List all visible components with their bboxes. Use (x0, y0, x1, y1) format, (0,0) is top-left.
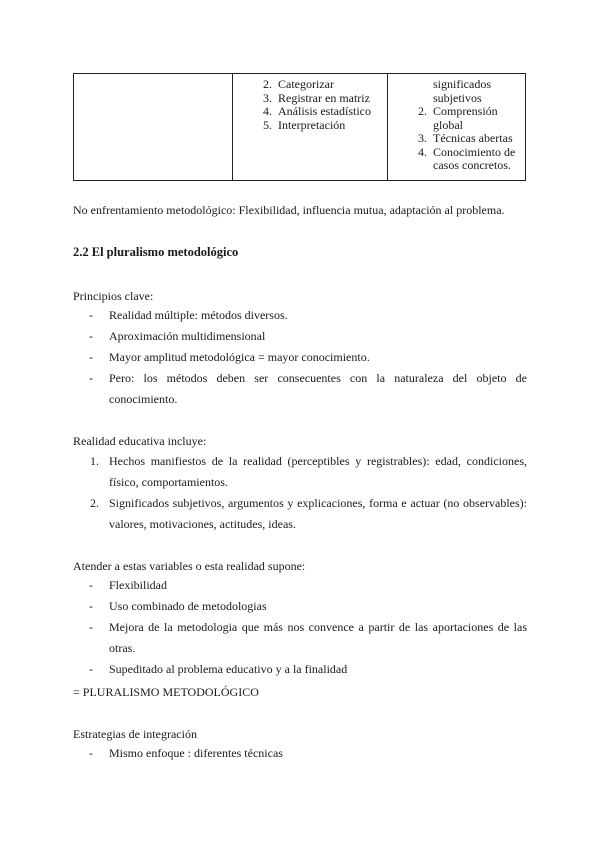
strategies-list (73, 743, 527, 764)
list-item: 3. Técnicas abertas (418, 131, 513, 145)
list-item: - Realidad múltiple: métodos diversos. (73, 305, 527, 326)
list-item: - Mejora de la metodologia que más nos convence a partir de las aportaciones de las otras. (73, 617, 527, 659)
list-item: - Pero: los métodos deben ser consecuentes con la naturaleza del objeto de conocimiento. (73, 368, 527, 410)
list-item: 1. Hechos manifiestos de la realidad (perceptibles y registrables): edad, condiciones, físico, comportamientos. (90, 454, 527, 489)
list-item: - Aproximación multidimensional (73, 326, 527, 347)
reality-list (73, 451, 527, 535)
dash-bullet: - (89, 662, 93, 676)
strategies-label: Estrategias de integración (73, 727, 197, 741)
list-item: - Uso combinado de metodologias (73, 596, 527, 617)
list-item: - Mismo enfoque : diferentes técnicas (73, 743, 527, 764)
dash-bullet: - (89, 620, 93, 634)
principles-list (73, 305, 527, 410)
list-item: 2. Comprensión global (418, 104, 498, 132)
attend-label: Atender a estas variables o esta realidad supone: (73, 559, 306, 573)
list-item: 4. Conocimiento de casos concretos. (418, 144, 516, 172)
dash-bullet: - (89, 578, 93, 592)
principles-label: Principios clave: (73, 289, 154, 303)
list-item-continuation: subjetivos (433, 90, 482, 105)
list-item: 2. Categorizar (263, 77, 334, 91)
dash-bullet: - (89, 350, 93, 364)
table-list (233, 78, 383, 132)
section-heading: 2.2 El pluralismo metodológico (73, 245, 239, 259)
list-item: - Flexibilidad (73, 575, 527, 596)
list-item-continuation: significados (433, 77, 491, 91)
list-item: - Mayor amplitud metodológica = mayor conocimiento. (73, 347, 527, 368)
dash-bullet: - (89, 329, 93, 343)
list-item: - Supeditado al problema educativo y a la finalidad (73, 659, 527, 680)
table-cell-qualitative (388, 74, 526, 181)
dash-bullet: - (89, 371, 93, 385)
reality-label: Realidad educativa incluye: (73, 434, 207, 448)
list-item: 3. Registrar en matriz (263, 90, 370, 105)
dash-bullet: - (89, 746, 93, 760)
list-item: 5. Interpretación (263, 117, 346, 132)
table-cell-quantitative (233, 74, 388, 181)
attend-list (73, 575, 527, 680)
list-item: 2. Significados subjetivos, argumentos y explicaciones, forma e actuar (no observables): valores, motivaciones, actitudes, ideas. (90, 496, 527, 531)
methodology-table (73, 73, 526, 181)
table-cell-empty (74, 74, 233, 181)
dash-bullet: - (89, 599, 93, 613)
intro-paragraph: No enfrentamiento metodológico: Flexibilidad, influencia mutua, adaptación al problema. (73, 203, 505, 217)
table-list (388, 105, 521, 173)
list-item: 4. Análisis estadístico (263, 104, 371, 118)
dash-bullet: - (89, 308, 93, 322)
pluralism-result: = PLURALISMO METODOLÓGICO (73, 685, 259, 699)
table-row (74, 74, 526, 181)
